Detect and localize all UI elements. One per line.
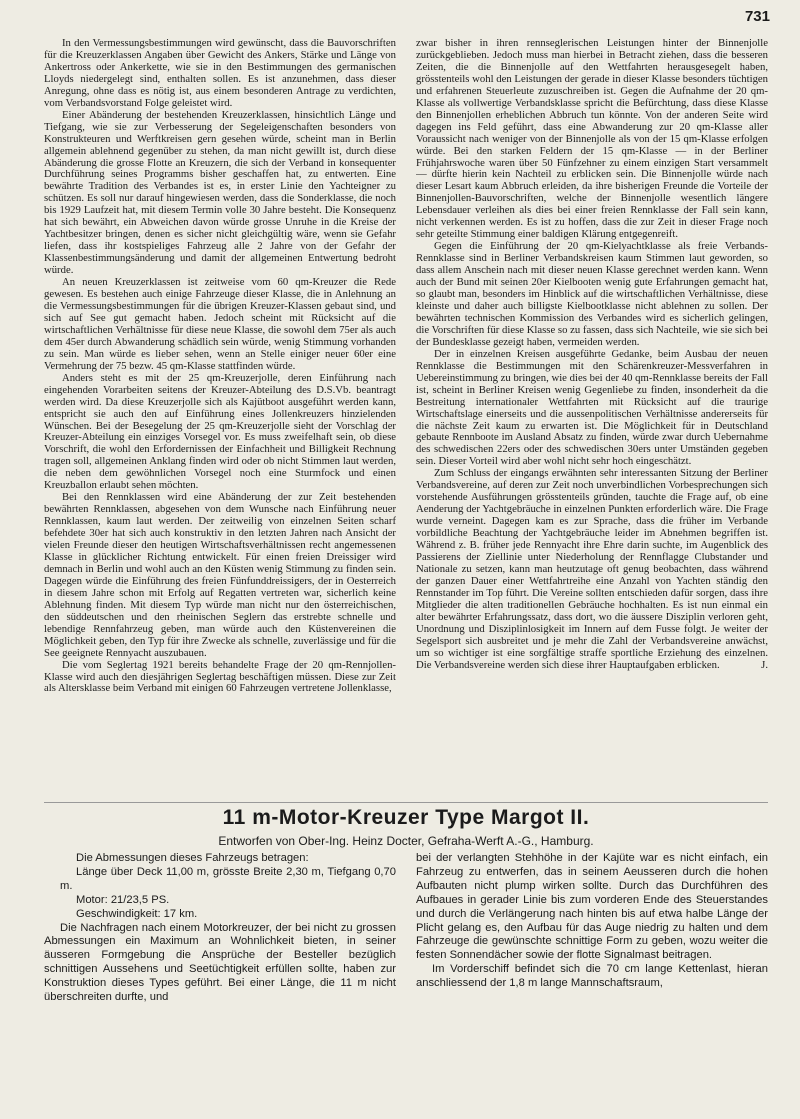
paragraph: Die vom Seglertag 1921 bereits behandelte Frage der 20 qm-Rennjollen-Klasse wird auch den diesjährigen Seglertag beschäftigen müssen. Diese zur Zeit als Altersklasse beim Verband mit einigen 60 Fahrzeugen vertretene Jollenklasse, (44, 658, 396, 695)
paragraph: Der in einzelnen Kreisen ausgeführte Gedanke, beim Ausbau der neuen Rennklasse die Bestimmungen mit den Schärenkreuzer-Messverfahren in Uebereinstimmung zu bringen, wie dies bei der 40 qm-Rennklasse bereits der Fall ist, scheint in Berliner Kreisen wenig Gegenliebe zu finden, insonderheit da die Bestreitung internationaler Wettfahrten mit Rücksicht auf die traurige Wirtschaftslage einerseits und die aussenpolitischen Verhältnisse andererseits für die nächste Zeit kaum zu erwarten ist. Die Möglichkeit für in Deutschland gebaute Rennboote im Ausland Absatz zu finden, würde zwar durch Uebernahme des schwedischen 22ers oder des schwedischen 30ers unter Umständen gegeben sein. Dieser Vorteil wird aber wohl nicht sehr hoch eingeschätzt. (416, 347, 768, 468)
paragraph: Im Vorderschiff befindet sich die 70 cm lange Kettenlast, hieran anschliessend der 1,8 m lange Mannschaftsraum, (416, 963, 768, 990)
paragraph: Bei den Rennklassen wird eine Abänderung der zur Zeit bestehenden bewährten Rennklassen, abgesehen von dem Wunsche nach Einführung neuer Rennklassen, kaum laut werden. Der zeitweilig von einzelnen Seiten scharf befehdete 30er hat sich auch konstruktiv in den letzten Jahren nach Ansicht der vielen Freunde dieser den heutigen Wirtschaftsverhältnissen recht angemessenen Klasse in glücklicher Richtung entwickelt. Für einen freien Dreissiger wird demnach in Berlin und wohl auch an den Küsten wenig Stimmung zu finden sein. Dagegen würde die Einführung des freien Fünfunddreissigers, der in Oesterreich in diesem Jahre schon mit Erfolg auf Regatten vertreten war, sicherlich keine Ablehnung finden. Mit diesem Typ würde man nicht nur den österreichischen, den süddeutschen und den rheinischen Seglern das erstrebte schnelle und lebendige Rennfahrzeug geben, man würde auch den Küstenvereinen die Möglichkeit geben, den Typ für ihre Zwecke als schnelle, zuverlässige und für die See geeignete Rennyacht auszubauen. (44, 491, 396, 659)
paragraph: Gegen die Einführung der 20 qm-Kielyachtklasse als freie Verbands-Rennklasse sind in Berliner Verbandskreisen kaum Stimmen laut geworden, so dass allem Anschein nach mit dieser neuen Klasse gerechnet werden kann. Wenn auch der Bund mit seinen 20er Kielbooten wenig gute Erfahrungen gemacht hat, so glaubt man, besonders im Hinblick auf die wirtschaftlichen Verhältnisse, diese kleinste und daher auch billigste Kielbootklasse nicht ablehnen zu sollen. Der bewährten technischen Kommission des Verbandes wird es sicherlich gelingen, die Vorschriften für diese Klasse so zu fassen, dass sich Nachteile, wie sie sich bei der Bundesklasse gezeigt haben, vermeiden werden. (416, 240, 768, 348)
page-number: 731 (744, 8, 770, 25)
paragraph: bei der verlangten Stehhöhe in der Kajüte war es nicht einfach, ein Fahrzeug zu entwerfen, das in seinem Aeusseren durch die hohen Aufbauten nicht plump wirken sollte. Durch das Durchführen des Aufbaues in gerader Linie bis zum vorderen Ende des Steuerstandes und durch die Verlängerung nach hinten bis auf etwa halbe Länge der Plicht gelang es, den Aufbau für das Auge niedrig zu halten und dem Fahrzeuge die gewünschte schnittige Form zu geben, wozu weiter die festen Sonnendächer sowie der flotte Signalmast beitragen. (416, 852, 768, 962)
continued-article (44, 38, 768, 800)
paragraph: zwar bisher in ihren rennseglerischen Leistungen hinter der Binnenjolle zurückgeblieben. Jedoch muss man hierbei in Betracht ziehen, dass die besseren Zeiten, die die Binnenjolle auf den Wettfahrten herausgesegelt haben, grösstenteils wohl den Leistungen der gerade in dieser Klasse besonders tüchtigen und erfahrenen Steuerleute zuzuschreiben ist. Gegen die Aufnahme der 20 qm-Klasse als vollwertige Verbandsklasse spricht die Befürchtung, dass diese Klasse den Binnenjollen erheblichen Abbruch tun könnte. Von der anderen Seite wird dagegen ins Feld geführt, dass eine Abwanderung zur 20 qm-Klasse aller Voraussicht nach weniger von der Binnenjolle als von der 15 qm-Klasse erfolgen würde. Bei den starken Feldern der 15 qm-Klasse — in der Berliner Frühjahrswoche waren über 50 Fünfzehner zu einem einzigen Start versammelt — dürfte hierin kein Nachteil zu erblicken sein. Die Binnenjolle würde nach dieser Lesart kaum Abbruch erleiden, da ihre bisherigen Freunde die Vorteile der Binnenjollen-Bauvorschriften, welche der Binnenjolle wesentlich längere Lebensdauer verleihen als dies bei einer freien Rennklasse der Fall sein kann, nicht verkennen werden. Es ist zu hoffen, dass die zur Zeit in dieser Frage noch sehr geteilte Stimmung einer baldigen Klärung entgegenreift. (416, 38, 768, 241)
paragraph (416, 468, 768, 671)
left-column (44, 38, 396, 800)
right-column (416, 38, 768, 800)
paragraph: Einer Abänderung der bestehenden Kreuzerklassen, hinsichtlich Länge und Tiefgang, wie sie zur Verbesserung der Segeleigenschaften besonders von Konstrukteuren und Werftkreisen gern gesehen würde, scheint man in Berlin allgemein ablehnend gegenüber zu stehen, da man nicht gewillt ist, durch diese Abänderung die grosse Flotte an Kreuzern, die sich der Verband in konsequenter Durchführung seines Programms bisher geschaffen hat, zu entwerten. Eine bewährte Tradition des Verbandes ist es, in erster Linie den Yachteigner zu schützen. Es soll nur darauf hingewiesen werden, dass die Sonderklasse, die noch bis 1929 Laufzeit hat, mit diesem Termin volle 30 Jahre besteht. Die Konsequenz hat sich bewährt, ein Abweichen davon würde grosse Unruhe in die Kreise der Yachtbesitzer bringen, denen es sicher nicht gleichgültig wäre, wenn sie Gefahr liefen, dass ihr kostspieliges Fahrzeug alle 2 Jahre von der Gefahr der Klassenbestimmungsänderung und damit der allgemeinen Entwertung bedroht würde. (44, 108, 396, 277)
article-byline: Entworfen von Ober-Ing. Heinz Docter, Gefraha-Werft A.-G., Hamburg. (218, 834, 594, 848)
article-right-column (416, 852, 768, 1112)
specs-dimensions: Länge über Deck 11,00 m, grösste Breite 2,30 m, Tiefgang 0,70 m. (60, 865, 396, 892)
paragraph: Anders steht es mit der 25 qm-Kreuzerjolle, deren Einführung nach eingehenden Vorarbeiten seitens der Kreuzer-Abteilung des D.S.Vb. beantragt werden wird. Da diese Kreuzerjolle sich als Kajütboot ausgeführt werden kann, entspricht sie auch den auf Einführung eines Jollenkreuzers hinzielenden Wünschen. Bei der Besegelung der 25 qm-Kreuzerjolle sieht der Vorschlag der Kreuzer-Abteilung ein einziges Vorsegel vor. Es muss zweifelhaft sein, ob diese Vorschrift, die wohl den Erfordernissen der Einfachheit und Billigkeit Rechnung tragen soll, allgemeinen Anklang finden wird oder ob nicht Stimmen laut werden, die neben dem gewöhnlichen Vorsegel noch eine Sturmfock und einen Kreuzballon erlaubt sehen möchten. (44, 371, 396, 492)
specs-motor: Motor: 21/23,5 PS. (76, 893, 170, 906)
article-left-column (44, 852, 396, 1112)
specs-speed: Geschwindigkeit: 17 km. (76, 907, 198, 920)
article-title: 11 m-Motor-Kreuzer Type Margot II. (222, 806, 590, 829)
paragraph: In den Vermessungsbestimmungen wird gewünscht, dass die Bauvorschriften für die Kreuzerklassen Angaben über Gewicht des Ankers, Stärke und Länge von Ankertross oder Ankerkette, wie sie in den Bestimmungen des germanischen Lloyds niedergelegt sind, enthalten sollen. Es ist anzunehmen, dass dieser Anregung, ohne dass es nötig ist, aus einem besonderen Antrage zu verdichten, vom Verbandsvorstand Folge geleistet wird. (44, 38, 396, 109)
article-divider (44, 802, 768, 803)
paragraph: Die Nachfragen nach einem Motorkreuzer, der bei nicht zu grossen Abmessungen ein Maximum an Wohnlichkeit bieten, in seiner äusseren Formgebung die Ansprüche der Besteller bezüglich schnittigen Aussehens und Seetüchtigkeit erfüllen sollte, haben zur Konstruktion dieses Types geführt. Bei einer Länge, die 11 m nicht überschreiten durfte, und (44, 921, 396, 1004)
paragraph: An neuen Kreuzerklassen ist zeitweise vom 60 qm-Kreuzer die Rede gewesen. Es bestehen auch einige Fahrzeuge dieser Klasse, die in Anlehnung an die Vermessungsbestimmungen für die übrigen Kreuzer-Klassen gebaut sind, und sich auf See gut gemacht haben. Jedoch scheint mit Rücksicht auf die wirtschaftlichen Verhältnisse für diese neue Klasse, die sowohl dem 75er als auch dem 45er durch Abwanderung schädlich sein würde, wenig Stimmung vorhanden zu sein. Man würde es lieber sehen, wenn an Stelle einiger neuer 60er eine Vermehrung der 75 bezw. 45 qm-Klasse stattfinden würde. (44, 276, 396, 372)
author-signature: J. (761, 658, 768, 671)
paragraph-text: Zum Schluss der eingangs erwähnten sehr interessanten Sitzung der Berliner Verbandsvereine, auf deren zur Zeit noch unverbindlichen Vorbesprechungen sich vorstehende Ausführungen grösstenteils gründen, tauchte die Frage auf, ob eine Aenderung der Yachtgebräuche in einzelnen Punkten erforderlich wäre. Die Frage wurde verneint. Dagegen kam es zur Sprache, dass die früher im Verbande vorbildliche Beachtung der Yachtgebräuche leider im Abnehmen begriffen ist. Während z. B. früher jede Rennyacht ihre Ehre darin suchte, im Augenblick des Passierens der Ziellinie unter Niederholung der Rennflagge Clubstander und Nationale zu setzen, kann man heutzutage oft genug beobachten, dass während der ganzen Dauer einer Wettfahrtreihe eine Anzahl von Yachten ständig den Rennstander im Top führt. Die Vereine sollten entschieden dafür sorgen, dass ihre Mitglieder die alten traditionellen Gebräuche hochhalten. Es ist nun einmal ein alter bewährter Erfahrungssatz, dass dort, wo die äussere Disziplin verloren geht, Unordnung und Disziplinlosigkeit im Innern auf dem Fusse folgt. Je weiter der Segelsport sich ausbreitet und je mehr die Zahl der Verbandsvereine anwächst, um so wichtiger ist eine sorgfältige straffe sportliche Erziehung des einzelnen. Die Verbandsvereine werden sich diese ihrer Hauptaufgaben erblicken. (416, 467, 768, 671)
specs-intro: Die Abmessungen dieses Fahrzeugs betragen: (76, 852, 309, 864)
new-article (44, 852, 768, 1112)
